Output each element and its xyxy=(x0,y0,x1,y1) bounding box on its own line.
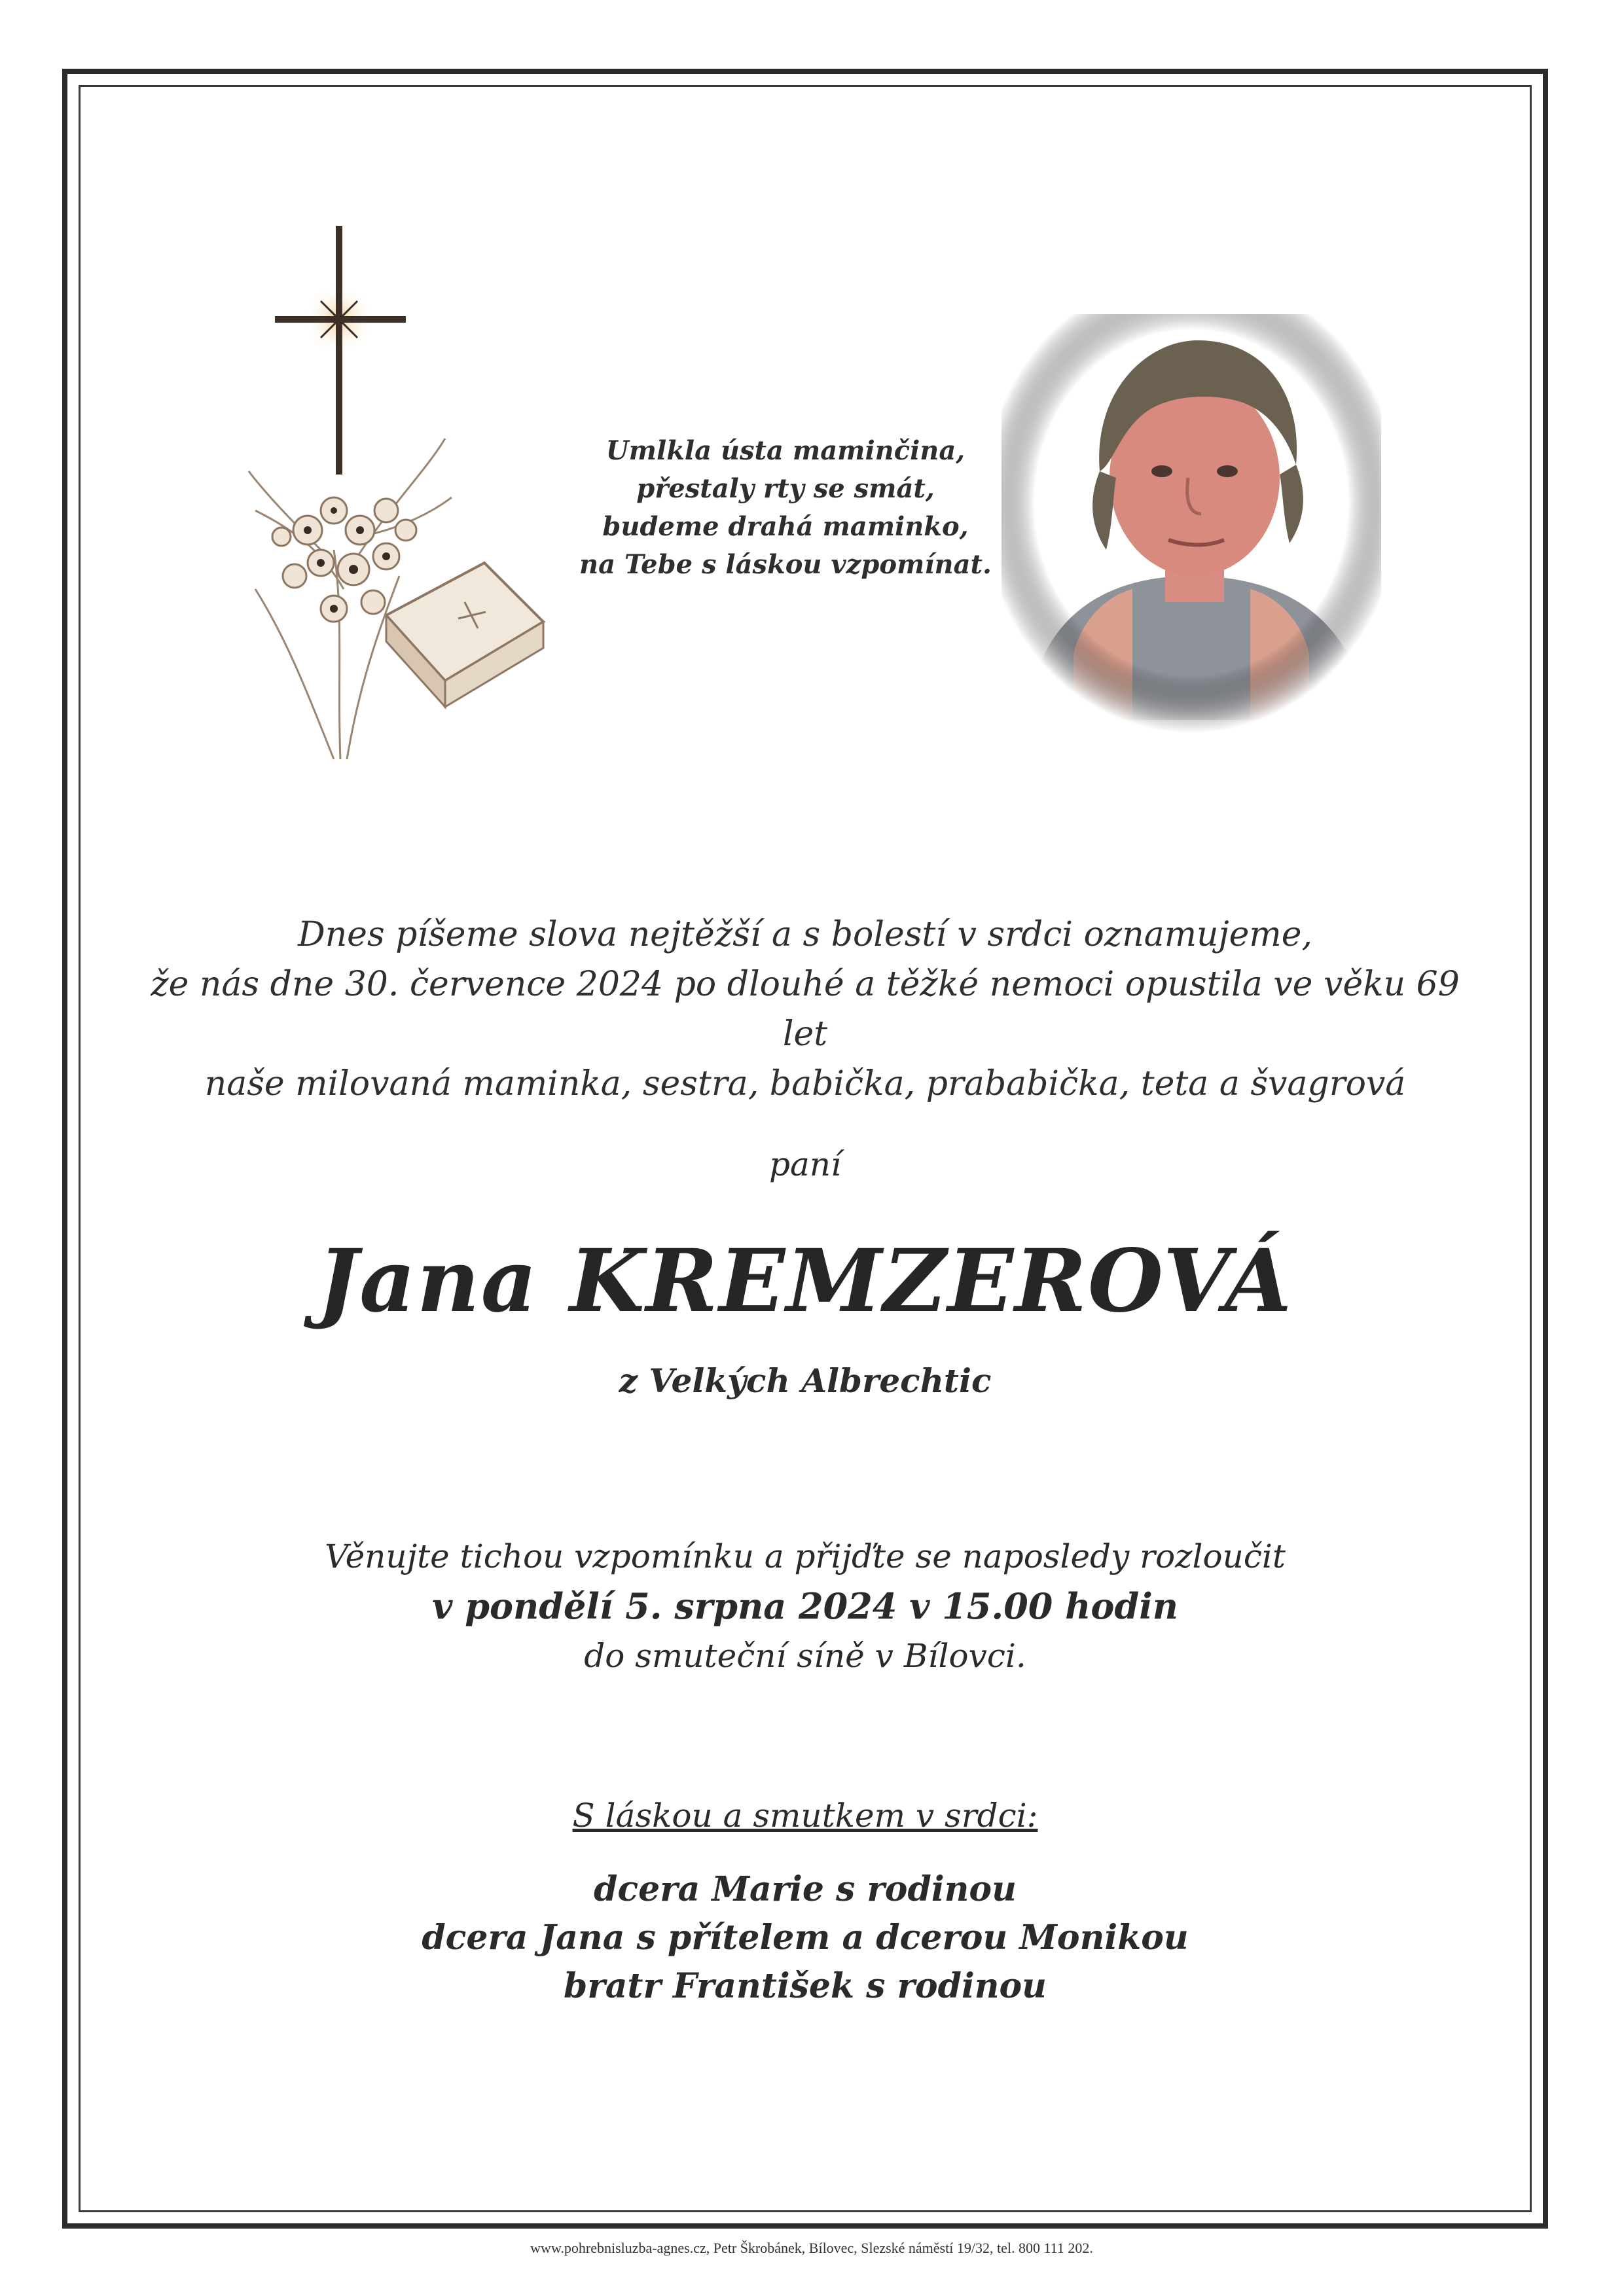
mourners-heading: S láskou a smutkem v srdci: xyxy=(572,1797,1038,1835)
funeral-datetime: v pondělí 5. srpna 2024 v 15.00 hodin xyxy=(432,1585,1178,1627)
cross-icon xyxy=(275,226,406,475)
funeral-details xyxy=(196,1532,1414,1681)
portrait-photo xyxy=(1001,314,1381,733)
mourners-list xyxy=(262,1865,1348,2011)
poem-line: přestaly rty se smát, xyxy=(636,473,935,504)
book-icon xyxy=(386,563,543,707)
funeral-service-footer: www.pohrebnisluzba-agnes.cz, Petr Škrobánek, Bílovec, Slezské náměstí 19/32, tel. 800 111 202. xyxy=(530,2240,1093,2256)
deceased-name: Jana KREMZEROVÁ xyxy=(317,1230,1293,1332)
announcement-line: naše milovaná maminka, sestra, babička, prababička, teta a švagrová xyxy=(204,1064,1406,1103)
poem-line: Umlkla ústa maminčina, xyxy=(605,435,965,466)
flower-blossoms xyxy=(272,497,416,622)
funeral-invite: Věnujte tichou vzpomínku a přijďte se naposledy rozloučit xyxy=(325,1537,1286,1575)
poem-line: budeme drahá maminko, xyxy=(602,511,969,542)
mourner-line: dcera Marie s rodinou xyxy=(594,1869,1017,1909)
mourner-line: bratr František s rodinou xyxy=(563,1966,1047,2006)
announcement-line: že nás dne 30. července 2024 po dlouhé a těžké nemoci opustila ve věku 69 let xyxy=(151,965,1460,1054)
announcement-line: Dnes píšeme slova nejtěžší a s bolestí v srdci oznamujeme, xyxy=(298,915,1312,954)
memorial-poem xyxy=(524,432,1047,584)
cross-flowers-book-illustration xyxy=(229,223,563,766)
death-announcement xyxy=(131,910,1479,1109)
deceased-origin: z Velkých Albrechtic xyxy=(619,1361,992,1400)
title-prefix: paní xyxy=(768,1145,841,1183)
mourner-line: dcera Jana s přítelem a dcerou Monikou xyxy=(422,1918,1189,1958)
funeral-place: do smuteční síně v Bílovci. xyxy=(584,1637,1026,1675)
poem-line: na Tebe s láskou vzpomínat. xyxy=(579,549,992,580)
